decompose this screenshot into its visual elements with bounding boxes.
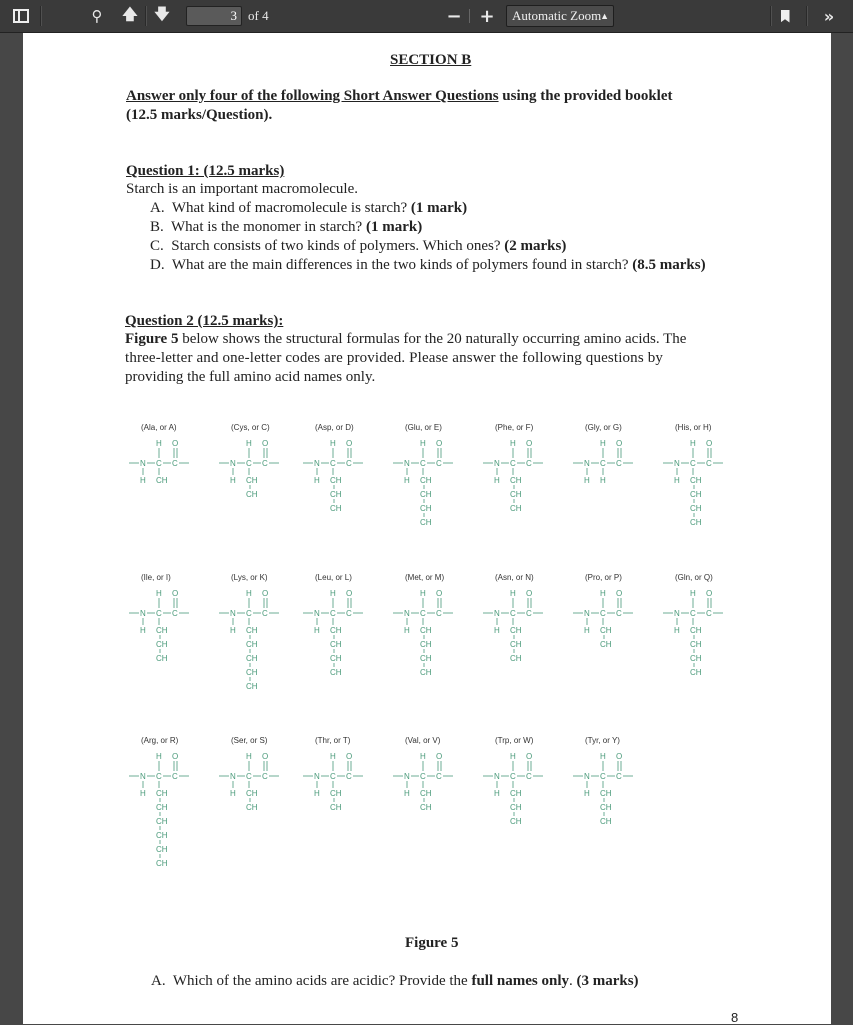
- pdf-toolbar: [0, 0, 853, 33]
- svg-text:H: H: [330, 589, 336, 598]
- amino-acid-label: (Phe, or F): [495, 423, 534, 432]
- instructions-line2: (12.5 marks/Question).: [126, 107, 273, 123]
- svg-text:CH: CH: [420, 518, 432, 527]
- svg-text:O: O: [346, 752, 353, 761]
- svg-text:CH: CH: [600, 789, 612, 798]
- svg-text:CH: CH: [420, 668, 432, 677]
- svg-text:CH: CH: [246, 668, 258, 677]
- svg-text:CH: CH: [156, 817, 168, 826]
- svg-text:C: C: [330, 459, 336, 468]
- svg-text:C: C: [420, 609, 426, 618]
- svg-text:H: H: [140, 476, 146, 485]
- svg-text:O: O: [346, 439, 353, 448]
- svg-text:C: C: [262, 459, 268, 468]
- svg-text:H: H: [314, 789, 320, 798]
- svg-text:H: H: [510, 439, 516, 448]
- svg-text:CH: CH: [420, 504, 432, 513]
- search-icon[interactable]: ⚲: [91, 7, 103, 25]
- page-number: 8: [731, 1010, 739, 1025]
- svg-text:O: O: [706, 589, 713, 598]
- svg-text:H: H: [230, 789, 236, 798]
- svg-text:C: C: [330, 772, 336, 781]
- amino-acid-structure: [217, 587, 295, 717]
- plus-icon[interactable]: +: [479, 5, 495, 27]
- arrow-up-icon[interactable]: 🡅: [122, 4, 138, 23]
- svg-text:CH: CH: [510, 803, 522, 812]
- svg-text:CH: CH: [510, 504, 522, 513]
- svg-text:N: N: [140, 609, 146, 618]
- svg-text:N: N: [314, 609, 320, 618]
- svg-text:CH: CH: [156, 626, 168, 635]
- svg-text:C: C: [616, 609, 622, 618]
- svg-text:N: N: [230, 459, 236, 468]
- q1-intro: Starch is an important macromolecule.: [126, 181, 359, 197]
- amino-acid-structure: [571, 587, 649, 717]
- amino-acid-structure: [301, 750, 379, 880]
- amino-acid-label: (Ile, or I): [141, 573, 171, 582]
- svg-text:CH: CH: [420, 476, 432, 485]
- amino-acid-structure: [301, 437, 379, 567]
- svg-text:CH: CH: [420, 626, 432, 635]
- svg-text:CH: CH: [156, 476, 168, 485]
- svg-text:N: N: [584, 609, 590, 618]
- svg-text:CH: CH: [156, 654, 168, 663]
- svg-text:N: N: [230, 772, 236, 781]
- svg-text:N: N: [674, 459, 680, 468]
- svg-text:CH: CH: [330, 803, 342, 812]
- figure-caption: Figure 5: [405, 935, 459, 951]
- svg-text:H: H: [690, 589, 696, 598]
- amino-acid-label: (Pro, or P): [585, 573, 622, 582]
- svg-text:C: C: [246, 772, 252, 781]
- amino-acid-structure: [391, 587, 469, 717]
- svg-text:H: H: [314, 476, 320, 485]
- svg-text:H: H: [420, 439, 426, 448]
- amino-acid-structure: [391, 437, 469, 567]
- svg-text:CH: CH: [690, 626, 702, 635]
- svg-text:CH: CH: [330, 476, 342, 485]
- svg-text:H: H: [330, 439, 336, 448]
- svg-text:CH: CH: [510, 789, 522, 798]
- amino-acid-label: (Thr, or T): [315, 736, 351, 745]
- svg-text:O: O: [616, 589, 623, 598]
- svg-text:C: C: [436, 609, 442, 618]
- svg-text:H: H: [314, 626, 320, 635]
- svg-text:C: C: [526, 459, 532, 468]
- svg-text:H: H: [600, 439, 606, 448]
- svg-text:CH: CH: [690, 476, 702, 485]
- svg-text:CH: CH: [330, 504, 342, 513]
- q2-line2: three-letter and one-letter codes are provided. Please answer the following questions by: [125, 350, 664, 366]
- sidebar-toggle-icon[interactable]: [12, 6, 30, 26]
- svg-text:CH: CH: [420, 490, 432, 499]
- svg-text:C: C: [510, 609, 516, 618]
- svg-text:C: C: [172, 459, 178, 468]
- svg-text:CH: CH: [690, 640, 702, 649]
- svg-text:CH: CH: [246, 803, 258, 812]
- chevron-updown-icon: ▲: [600, 11, 609, 21]
- svg-text:H: H: [156, 589, 162, 598]
- svg-text:CH: CH: [330, 789, 342, 798]
- svg-text:N: N: [404, 459, 410, 468]
- svg-text:C: C: [690, 459, 696, 468]
- svg-text:H: H: [404, 626, 410, 635]
- svg-text:H: H: [510, 752, 516, 761]
- amino-acid-label: (Lys, or K): [231, 573, 268, 582]
- svg-text:H: H: [156, 439, 162, 448]
- svg-text:C: C: [436, 772, 442, 781]
- svg-text:CH: CH: [330, 668, 342, 677]
- page-count: of 4: [248, 8, 269, 23]
- svg-text:CH: CH: [156, 831, 168, 840]
- amino-acid-structure: [127, 437, 205, 567]
- svg-text:C: C: [690, 609, 696, 618]
- svg-text:N: N: [494, 772, 500, 781]
- svg-text:H: H: [230, 626, 236, 635]
- svg-text:CH: CH: [246, 490, 258, 499]
- q1-heading: Question 1: (12.5 marks): [126, 163, 285, 179]
- svg-text:N: N: [494, 609, 500, 618]
- svg-text:O: O: [172, 589, 179, 598]
- svg-text:H: H: [690, 439, 696, 448]
- svg-text:O: O: [436, 752, 443, 761]
- amino-acid-structure: [661, 587, 739, 717]
- amino-acid-structure: [217, 437, 295, 567]
- svg-text:C: C: [510, 772, 516, 781]
- amino-acid-label: (Glu, or E): [405, 423, 442, 432]
- svg-text:C: C: [706, 459, 712, 468]
- svg-text:H: H: [140, 626, 146, 635]
- svg-text:CH: CH: [510, 626, 522, 635]
- svg-text:C: C: [156, 459, 162, 468]
- amino-acid-label: (Ala, or A): [141, 423, 177, 432]
- amino-acid-label: (Leu, or L): [315, 573, 352, 582]
- svg-text:O: O: [436, 589, 443, 598]
- zoom-select[interactable]: [506, 5, 614, 27]
- amino-acid-label: (Asp, or D): [315, 423, 354, 432]
- svg-text:CH: CH: [690, 654, 702, 663]
- svg-text:N: N: [314, 459, 320, 468]
- svg-text:CH: CH: [330, 490, 342, 499]
- amino-acid-label: (Tyr, or Y): [585, 736, 620, 745]
- svg-text:CH: CH: [330, 640, 342, 649]
- svg-text:N: N: [584, 772, 590, 781]
- svg-text:CH: CH: [246, 640, 258, 649]
- q1-item-d: D. What are the main differences in the two kinds of polymers found in starch? (8.5 marks): [150, 257, 706, 273]
- svg-text:CH: CH: [600, 640, 612, 649]
- svg-text:C: C: [600, 772, 606, 781]
- amino-acid-structure: [481, 587, 559, 717]
- svg-text:H: H: [404, 789, 410, 798]
- svg-text:O: O: [172, 752, 179, 761]
- svg-text:O: O: [172, 439, 179, 448]
- svg-text:H: H: [156, 752, 162, 761]
- svg-text:CH: CH: [246, 626, 258, 635]
- q2-line3: providing the full amino acid names only.: [125, 369, 376, 385]
- svg-text:CH: CH: [330, 626, 342, 635]
- svg-text:O: O: [616, 752, 623, 761]
- amino-acid-label: (His, or H): [675, 423, 712, 432]
- q1-item-c: C. Starch consists of two kinds of polymers. Which ones? (2 marks): [150, 238, 567, 254]
- double-chevron-right-icon[interactable]: »: [823, 6, 835, 26]
- svg-text:H: H: [600, 752, 606, 761]
- pdf-page: [23, 33, 831, 1024]
- svg-text:CH: CH: [510, 640, 522, 649]
- svg-text:CH: CH: [330, 654, 342, 663]
- svg-text:CH: CH: [420, 640, 432, 649]
- svg-text:CH: CH: [510, 817, 522, 826]
- svg-text:C: C: [262, 609, 268, 618]
- svg-text:CH: CH: [690, 490, 702, 499]
- svg-text:C: C: [346, 772, 352, 781]
- svg-text:C: C: [346, 609, 352, 618]
- svg-text:C: C: [616, 459, 622, 468]
- svg-text:CH: CH: [420, 789, 432, 798]
- amino-acid-structure: [127, 750, 205, 880]
- minus-icon[interactable]: −: [446, 5, 462, 27]
- svg-text:C: C: [436, 459, 442, 468]
- svg-text:O: O: [346, 589, 353, 598]
- svg-text:H: H: [330, 752, 336, 761]
- svg-text:CH: CH: [420, 803, 432, 812]
- amino-acid-label: (Met, or M): [405, 573, 445, 582]
- svg-text:H: H: [674, 626, 680, 635]
- svg-text:CH: CH: [600, 817, 612, 826]
- amino-acid-label: (Asn, or N): [495, 573, 534, 582]
- svg-text:CH: CH: [156, 640, 168, 649]
- svg-text:CH: CH: [690, 668, 702, 677]
- svg-text:C: C: [156, 772, 162, 781]
- amino-acid-structure: [481, 437, 559, 567]
- svg-text:H: H: [494, 476, 500, 485]
- amino-acid-structure: [481, 750, 559, 880]
- svg-text:C: C: [526, 772, 532, 781]
- svg-text:C: C: [346, 459, 352, 468]
- svg-text:H: H: [600, 476, 606, 485]
- svg-text:H: H: [600, 589, 606, 598]
- svg-text:H: H: [584, 476, 590, 485]
- svg-text:N: N: [404, 609, 410, 618]
- svg-text:CH: CH: [690, 504, 702, 513]
- svg-text:H: H: [140, 789, 146, 798]
- q1-item-a: A. What kind of macromolecule is starch? (1 mark): [150, 200, 468, 216]
- amino-acid-label: (Val, or V): [405, 736, 441, 745]
- amino-acid-structure: [391, 750, 469, 880]
- zoom-value: Automatic Zoom: [512, 8, 602, 23]
- svg-text:H: H: [246, 589, 252, 598]
- svg-text:C: C: [526, 609, 532, 618]
- instructions: Answer only four of the following Short Answer Questions using the provided booklet: [126, 88, 673, 104]
- svg-text:CH: CH: [600, 626, 612, 635]
- amino-acid-label: (Arg, or R): [141, 736, 179, 745]
- svg-text:CH: CH: [420, 654, 432, 663]
- svg-text:H: H: [494, 626, 500, 635]
- svg-text:N: N: [674, 609, 680, 618]
- svg-text:H: H: [246, 439, 252, 448]
- svg-text:CH: CH: [510, 490, 522, 499]
- amino-acid-structure: [571, 437, 649, 567]
- svg-text:CH: CH: [246, 789, 258, 798]
- svg-text:N: N: [140, 459, 146, 468]
- svg-text:O: O: [262, 752, 269, 761]
- svg-text:C: C: [172, 772, 178, 781]
- amino-acid-structure: [571, 750, 649, 880]
- svg-text:O: O: [262, 589, 269, 598]
- svg-text:C: C: [246, 609, 252, 618]
- amino-acid-structure: [217, 750, 295, 880]
- svg-text:H: H: [494, 789, 500, 798]
- svg-text:C: C: [262, 772, 268, 781]
- svg-text:O: O: [526, 439, 533, 448]
- svg-text:O: O: [262, 439, 269, 448]
- svg-text:C: C: [420, 459, 426, 468]
- amino-acid-structure: [127, 587, 205, 717]
- svg-text:CH: CH: [690, 518, 702, 527]
- svg-text:O: O: [526, 589, 533, 598]
- svg-text:C: C: [510, 459, 516, 468]
- svg-text:C: C: [706, 609, 712, 618]
- svg-text:CH: CH: [246, 682, 258, 691]
- svg-text:CH: CH: [156, 803, 168, 812]
- svg-text:H: H: [510, 589, 516, 598]
- svg-text:C: C: [330, 609, 336, 618]
- svg-text:CH: CH: [156, 859, 168, 868]
- q2-heading: Question 2 (12.5 marks):: [125, 313, 284, 329]
- amino-acid-label: (Cys, or C): [231, 423, 270, 432]
- amino-acid-label: (Ser, or S): [231, 736, 268, 745]
- question-a: A. Which of the amino acids are acidic? Provide the full names only. (3 marks): [151, 973, 639, 989]
- svg-text:O: O: [616, 439, 623, 448]
- svg-text:CH: CH: [246, 476, 258, 485]
- svg-text:C: C: [600, 459, 606, 468]
- arrow-down-icon[interactable]: 🡇: [154, 4, 170, 23]
- svg-text:O: O: [706, 439, 713, 448]
- amino-acid-label: (Gly, or G): [585, 423, 622, 432]
- svg-text:CH: CH: [246, 654, 258, 663]
- svg-text:N: N: [140, 772, 146, 781]
- svg-text:H: H: [674, 476, 680, 485]
- svg-text:O: O: [526, 752, 533, 761]
- page-number-input[interactable]: 3: [186, 6, 242, 26]
- svg-text:C: C: [420, 772, 426, 781]
- amino-acid-structure: [301, 587, 379, 717]
- amino-acid-label: (Gln, or Q): [675, 573, 713, 582]
- svg-text:H: H: [584, 789, 590, 798]
- svg-text:N: N: [314, 772, 320, 781]
- svg-text:N: N: [230, 609, 236, 618]
- section-title: SECTION B: [390, 52, 472, 68]
- svg-text:C: C: [600, 609, 606, 618]
- svg-text:H: H: [420, 752, 426, 761]
- svg-text:C: C: [172, 609, 178, 618]
- svg-text:N: N: [404, 772, 410, 781]
- q1-item-b: B. What is the monomer in starch? (1 mark): [150, 219, 423, 235]
- svg-text:CH: CH: [600, 803, 612, 812]
- svg-text:CH: CH: [510, 654, 522, 663]
- svg-text:H: H: [404, 476, 410, 485]
- svg-text:CH: CH: [156, 789, 168, 798]
- svg-text:C: C: [616, 772, 622, 781]
- svg-text:H: H: [420, 589, 426, 598]
- bookmark-icon[interactable]: [778, 6, 792, 26]
- svg-text:H: H: [246, 752, 252, 761]
- svg-text:O: O: [436, 439, 443, 448]
- svg-text:C: C: [156, 609, 162, 618]
- amino-acid-label: (Trp, or W): [495, 736, 534, 745]
- svg-text:CH: CH: [156, 845, 168, 854]
- amino-acid-structure: [661, 437, 739, 567]
- svg-text:N: N: [494, 459, 500, 468]
- svg-text:C: C: [246, 459, 252, 468]
- svg-text:H: H: [230, 476, 236, 485]
- svg-text:H: H: [584, 626, 590, 635]
- svg-text:CH: CH: [510, 476, 522, 485]
- svg-text:N: N: [584, 459, 590, 468]
- q2-line1: Figure 5 below shows the structural formulas for the 20 naturally occurring amino acids. The: [125, 331, 687, 347]
